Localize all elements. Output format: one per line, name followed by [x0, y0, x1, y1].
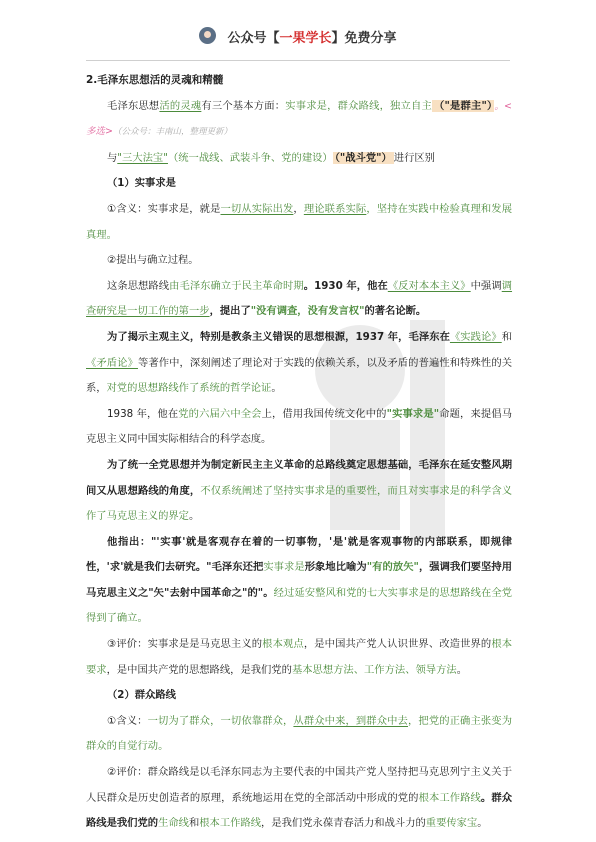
page-header	[0, 0, 596, 60]
definition-paragraph-1: ①含义：实事求是，就是一切从实际出发，理论联系实际，坚持在实践中检验真理和发展真理。	[86, 202, 513, 241]
evaluation-paragraph-1: ③评价：实事求是是马克思主义的根本观点，是中国共产党人认识世界、改造世界的根本要求，是中国共产党的思想路线，是我们党的基本思想方法、工作方法、领导方法。	[86, 638, 513, 676]
section-title: 2.毛泽东思想活的灵魂和精髓	[86, 74, 224, 86]
definition-paragraph-2: ①含义：一切为了群众，一切依靠群众，从群众中来，到群众中去，把党的正确主张变为群众的自觉行动。	[86, 714, 513, 753]
header-divider	[86, 60, 510, 61]
intro-paragraph: 毛泽东思想活的灵魂有三个基本方面：实事求是，群众路线，独立自主 （"是群主"） 。<多选>（公众号：丰南山，整理更新）	[86, 99, 513, 138]
history-paragraph-5: 他指出："'实事'就是客观存在着的一切事物，'是'就是客观事物的内部联系，即规律性，'求'就是我们去研究。"毛泽东还把实事求是形象地比喻为"有的放矢"，强调我们要坚持用马克思主义之"矢"去射中国革命之"的"。经过延安整风和党的七大实事求是的思想路线在全党得到了确立。	[86, 535, 512, 625]
brand-title: 公众号【一果学长】免费分享	[227, 31, 397, 46]
history-paragraph-1: 这条思想路线由毛泽东确立于民主革命时期。1930 年，他在《反对本本主义》中强调调查研究是一切工作的第一步，提出了"没有调查，没有发言权"的著名论断。	[86, 279, 513, 318]
subsection-title-2: （2）群众路线	[107, 689, 176, 702]
brand-bar	[0, 26, 596, 46]
history-paragraph-3: 1938 年，他在党的六届六中全会上，借用我国传统文化中的"实事求是"命题，来提倡马克思主义同中国实际相结合的科学态度。	[86, 407, 513, 446]
evaluation-paragraph-2: ②评价：群众路线是以毛泽东同志为主要代表的中国共产党人坚持把马克思列宁主义关于人民群众是历史创造者的原理，系统地运用在党的全部活动中形成的党的根本工作路线。群众路线是我们党的生命线和根本工作路线，是我们党永葆青春活力和战斗力的重要传家宝。	[86, 766, 513, 830]
avatar-icon	[199, 27, 216, 44]
contrast-paragraph: 与"三大法宝"（统一战线、武装斗争、党的建设） （"战斗党"） 进行区别	[107, 151, 435, 164]
document-body	[86, 68, 512, 837]
history-paragraph-2: 为了揭示主观主义，特别是教条主义错误的思想根源，1937 年，毛泽东在《实践论》和《矛盾论》等著作中，深刻阐述了理论对于实践的依赖关系，以及矛盾的普遍性和特殊性的关系，对党的思想路线作了系统的哲学论证。	[86, 330, 513, 395]
process-heading: ②提出与确立过程。	[107, 254, 199, 267]
subsection-title-1: （1）实事求是	[107, 177, 176, 190]
history-paragraph-4: 为了统一全党思想并为制定新民主主义革命的总路线奠定思想基础，毛泽东在延安整风期间又从思想路线的角度，不仅系统阐述了坚持实事求是的重要性，而且对实事求是的科学含义作了马克思主义的界定。	[86, 458, 513, 523]
